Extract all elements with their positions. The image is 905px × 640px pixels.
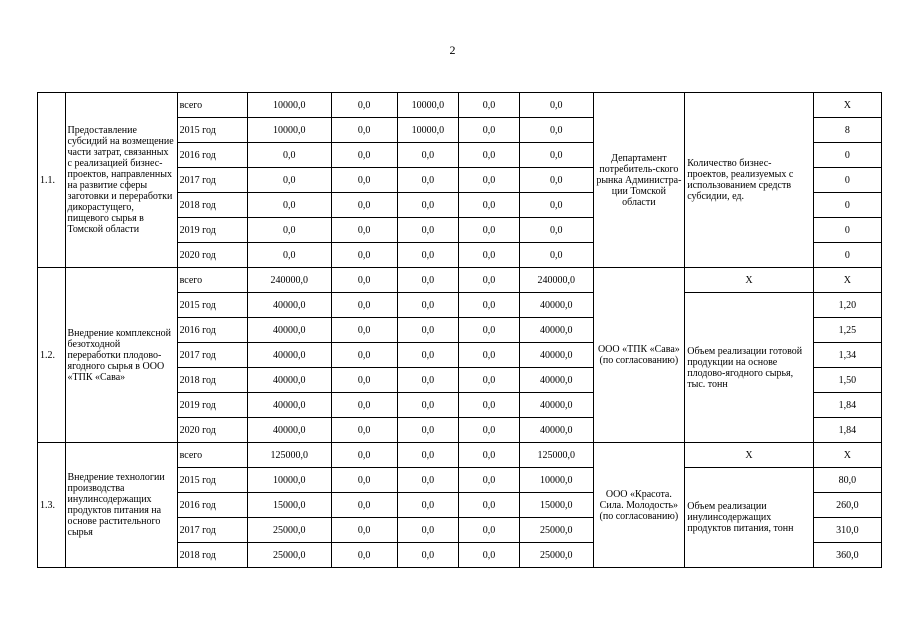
program-table bbox=[37, 92, 882, 568]
value-cell: 15000,0 bbox=[520, 493, 593, 518]
value-cell: 0,0 bbox=[397, 493, 458, 518]
value-cell: 0,0 bbox=[331, 543, 397, 568]
indicator-value-cell: 0 bbox=[813, 143, 881, 168]
indicator-value-cell: 260,0 bbox=[813, 493, 881, 518]
total-cell: 0,0 bbox=[247, 143, 331, 168]
value-cell: 0,0 bbox=[331, 418, 397, 443]
period-cell: 2017 год bbox=[177, 343, 247, 368]
value-cell: 0,0 bbox=[458, 243, 519, 268]
total-cell: 0,0 bbox=[247, 243, 331, 268]
value-cell: 0,0 bbox=[520, 218, 593, 243]
period-cell: 2018 год bbox=[177, 368, 247, 393]
value-cell: 0,0 bbox=[397, 343, 458, 368]
value-cell: 0,0 bbox=[458, 143, 519, 168]
period-cell: 2019 год bbox=[177, 218, 247, 243]
value-cell: 0,0 bbox=[331, 443, 397, 468]
indicator-value-cell: 1,34 bbox=[813, 343, 881, 368]
period-cell: 2016 год bbox=[177, 318, 247, 343]
value-cell: 0,0 bbox=[458, 268, 519, 293]
indicator-value-cell: Х bbox=[813, 93, 881, 118]
period-cell: 2015 год bbox=[177, 118, 247, 143]
value-cell: 0,0 bbox=[458, 518, 519, 543]
section-number: 1.2. bbox=[38, 268, 66, 443]
period-cell: всего bbox=[177, 93, 247, 118]
total-cell: 0,0 bbox=[247, 218, 331, 243]
value-cell: 0,0 bbox=[458, 318, 519, 343]
value-cell: 0,0 bbox=[331, 518, 397, 543]
table-row bbox=[38, 443, 882, 468]
indicator-value-cell: Х bbox=[813, 268, 881, 293]
value-cell: 10000,0 bbox=[397, 93, 458, 118]
total-cell: 0,0 bbox=[247, 168, 331, 193]
value-cell: 0,0 bbox=[458, 393, 519, 418]
value-cell: 0,0 bbox=[397, 368, 458, 393]
value-cell: 0,0 bbox=[458, 293, 519, 318]
value-cell: 0,0 bbox=[397, 218, 458, 243]
total-cell: 40000,0 bbox=[247, 393, 331, 418]
value-cell: 0,0 bbox=[331, 118, 397, 143]
value-cell: 0,0 bbox=[331, 343, 397, 368]
value-cell: 40000,0 bbox=[520, 343, 593, 368]
section-number: 1.1. bbox=[38, 93, 66, 268]
value-cell: 0,0 bbox=[397, 443, 458, 468]
value-cell: 0,0 bbox=[397, 518, 458, 543]
value-cell: 0,0 bbox=[397, 268, 458, 293]
value-cell: 40000,0 bbox=[520, 293, 593, 318]
total-cell: 0,0 bbox=[247, 193, 331, 218]
total-cell: 10000,0 bbox=[247, 468, 331, 493]
value-cell: 0,0 bbox=[458, 493, 519, 518]
value-cell: 0,0 bbox=[458, 168, 519, 193]
value-cell: 40000,0 bbox=[520, 418, 593, 443]
value-cell: 25000,0 bbox=[520, 518, 593, 543]
executor-cell: Департамент потребитель-ского рынка Администра-ции Томской области bbox=[593, 93, 685, 268]
section-number: 1.3. bbox=[38, 443, 66, 568]
executor-cell: ООО «Красота. Сила. Молодость» (по согласованию) bbox=[593, 443, 685, 568]
value-cell: 0,0 bbox=[458, 218, 519, 243]
value-cell: 0,0 bbox=[331, 318, 397, 343]
period-cell: 2016 год bbox=[177, 493, 247, 518]
total-cell: 240000,0 bbox=[247, 268, 331, 293]
value-cell: 0,0 bbox=[331, 468, 397, 493]
value-cell: 0,0 bbox=[331, 218, 397, 243]
period-cell: 2019 год bbox=[177, 393, 247, 418]
value-cell: 0,0 bbox=[458, 468, 519, 493]
period-cell: 2015 год bbox=[177, 468, 247, 493]
period-cell: 2020 год bbox=[177, 418, 247, 443]
table-row bbox=[38, 268, 882, 293]
indicator-value-cell: 8 bbox=[813, 118, 881, 143]
page-number: 2 bbox=[449, 43, 456, 57]
value-cell: 0,0 bbox=[520, 168, 593, 193]
value-cell: 0,0 bbox=[397, 243, 458, 268]
value-cell: 0,0 bbox=[458, 443, 519, 468]
indicator-value-cell: 1,50 bbox=[813, 368, 881, 393]
indicator-value-cell: 0 bbox=[813, 168, 881, 193]
indicator-value-cell: 360,0 bbox=[813, 543, 881, 568]
total-cell: 25000,0 bbox=[247, 543, 331, 568]
value-cell: 10000,0 bbox=[520, 468, 593, 493]
period-cell: всего bbox=[177, 443, 247, 468]
period-cell: 2018 год bbox=[177, 193, 247, 218]
value-cell: 0,0 bbox=[331, 493, 397, 518]
indicator-value-cell: 0 bbox=[813, 243, 881, 268]
period-cell: 2020 год bbox=[177, 243, 247, 268]
value-cell: 0,0 bbox=[458, 418, 519, 443]
value-cell: 0,0 bbox=[397, 318, 458, 343]
total-cell: 125000,0 bbox=[247, 443, 331, 468]
value-cell: 0,0 bbox=[331, 243, 397, 268]
total-cell: 40000,0 bbox=[247, 318, 331, 343]
value-cell: 0,0 bbox=[331, 143, 397, 168]
value-cell: 25000,0 bbox=[520, 543, 593, 568]
value-cell: 0,0 bbox=[331, 193, 397, 218]
period-cell: 2017 год bbox=[177, 518, 247, 543]
period-cell: всего bbox=[177, 268, 247, 293]
indicator-value-cell: 0 bbox=[813, 218, 881, 243]
value-cell: 240000,0 bbox=[520, 268, 593, 293]
period-cell: 2015 год bbox=[177, 293, 247, 318]
value-cell: 0,0 bbox=[397, 468, 458, 493]
value-cell: 0,0 bbox=[331, 368, 397, 393]
value-cell: 0,0 bbox=[397, 193, 458, 218]
value-cell: 0,0 bbox=[520, 118, 593, 143]
total-cell: 40000,0 bbox=[247, 343, 331, 368]
indicator-value-cell: 0 bbox=[813, 193, 881, 218]
indicator-value-cell: Х bbox=[813, 443, 881, 468]
value-cell: 0,0 bbox=[397, 143, 458, 168]
indicator-cell: Объем реализации готовой продукции на основе плодово-ягодного сырья, тыс. тонн bbox=[685, 293, 813, 443]
period-cell: 2016 год bbox=[177, 143, 247, 168]
indicator-value-cell: 1,25 bbox=[813, 318, 881, 343]
value-cell: 0,0 bbox=[397, 543, 458, 568]
indicator-value-cell: 80,0 bbox=[813, 468, 881, 493]
value-cell: 0,0 bbox=[458, 543, 519, 568]
value-cell: 0,0 bbox=[397, 293, 458, 318]
indicator-cell: Объем реализации инулинсодержащих продуктов питания, тонн bbox=[685, 468, 813, 568]
indicator-cell: Количество бизнес-проектов, реализуемых с использованием средств субсидии, ед. bbox=[685, 93, 813, 268]
period-cell: 2018 год bbox=[177, 543, 247, 568]
value-cell: 0,0 bbox=[458, 193, 519, 218]
value-cell: 0,0 bbox=[397, 418, 458, 443]
value-cell: 0,0 bbox=[520, 243, 593, 268]
value-cell: 0,0 bbox=[458, 93, 519, 118]
value-cell: 0,0 bbox=[520, 93, 593, 118]
value-cell: 0,0 bbox=[520, 193, 593, 218]
value-cell: 0,0 bbox=[331, 93, 397, 118]
value-cell: 125000,0 bbox=[520, 443, 593, 468]
value-cell: 0,0 bbox=[458, 118, 519, 143]
section-title: Внедрение комплексной безотходной переработки плодово-ягодного сырья в ООО «ТПК «Сава» bbox=[65, 268, 177, 443]
value-cell: 0,0 bbox=[458, 368, 519, 393]
section-title: Внедрение технологии производства инулинсодержащих продуктов питания на основе растительного сырья bbox=[65, 443, 177, 568]
indicator-value-cell: 1,84 bbox=[813, 393, 881, 418]
value-cell: 0,0 bbox=[397, 168, 458, 193]
total-cell: 25000,0 bbox=[247, 518, 331, 543]
indicator-value-cell: 310,0 bbox=[813, 518, 881, 543]
value-cell: 10000,0 bbox=[397, 118, 458, 143]
total-cell: 40000,0 bbox=[247, 293, 331, 318]
table-row bbox=[38, 93, 882, 118]
value-cell: 40000,0 bbox=[520, 368, 593, 393]
total-cell: 40000,0 bbox=[247, 418, 331, 443]
executor-cell: ООО «ТПК «Сава» (по согласованию) bbox=[593, 268, 685, 443]
value-cell: 40000,0 bbox=[520, 318, 593, 343]
value-cell: 0,0 bbox=[331, 268, 397, 293]
value-cell: 0,0 bbox=[397, 393, 458, 418]
indicator-value-cell: 1,84 bbox=[813, 418, 881, 443]
section-title: Предоставление субсидий на возмещение части затрат, связанных с реализацией бизнес-проектов, направленных на развитие сферы заготовки и переработки дикорастущего, пищевого сырья в Томской области bbox=[65, 93, 177, 268]
value-cell: 40000,0 bbox=[520, 393, 593, 418]
value-cell: 0,0 bbox=[520, 143, 593, 168]
value-cell: 0,0 bbox=[331, 168, 397, 193]
indicator-value-cell: 1,20 bbox=[813, 293, 881, 318]
total-cell: 10000,0 bbox=[247, 93, 331, 118]
total-cell: 40000,0 bbox=[247, 368, 331, 393]
total-cell: 15000,0 bbox=[247, 493, 331, 518]
value-cell: 0,0 bbox=[458, 343, 519, 368]
period-cell: 2017 год bbox=[177, 168, 247, 193]
indicator-header-cell: Х bbox=[685, 268, 813, 293]
value-cell: 0,0 bbox=[331, 393, 397, 418]
total-cell: 10000,0 bbox=[247, 118, 331, 143]
indicator-header-cell: Х bbox=[685, 443, 813, 468]
value-cell: 0,0 bbox=[331, 293, 397, 318]
